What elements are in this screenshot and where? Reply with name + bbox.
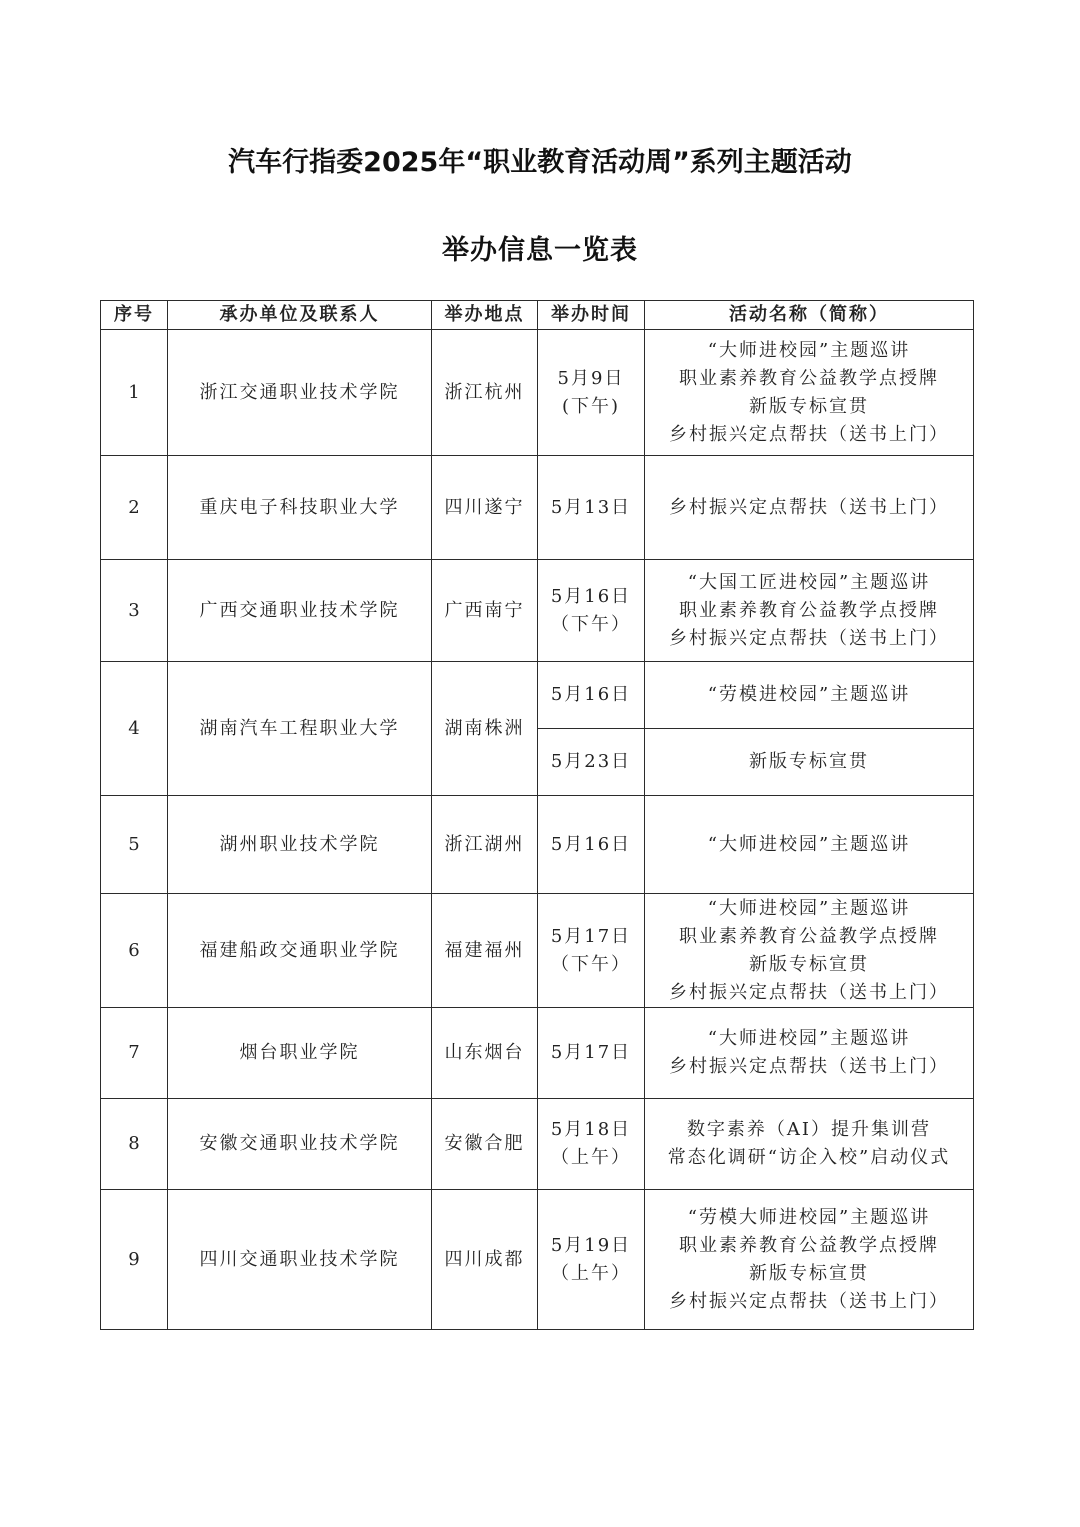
activity-line: “劳模大师进校园”主题巡讲 (687, 1206, 931, 1228)
org-name: 湖州职业技术学院 (168, 796, 432, 894)
org-name: 烟台职业学院 (168, 1008, 432, 1099)
activity-line: 新版专标宣贯 (749, 395, 869, 417)
row-number: 3 (101, 560, 168, 662)
row-number: 2 (101, 456, 168, 560)
event-time (538, 560, 645, 662)
header-no: 序号 (101, 301, 168, 330)
table-row (101, 1008, 974, 1099)
activity-line: 新版专标宣贯 (749, 751, 869, 772)
activity-line: 职业素养教育公益教学点授牌 (679, 599, 939, 621)
event-time (538, 1008, 645, 1099)
row-number: 1 (101, 330, 168, 456)
row-number: 7 (101, 1008, 168, 1099)
venue: 山东烟台 (432, 1008, 538, 1099)
org-name: 广西交通职业技术学院 (168, 560, 432, 662)
header-activity: 活动名称（简称） (645, 301, 974, 330)
activity-line: 职业素养教育公益教学点授牌 (679, 1234, 939, 1256)
document-title: 汽车行指委2025年“职业教育活动周”系列主题活动 (228, 147, 852, 178)
org-name: 福建船政交通职业学院 (168, 894, 432, 1008)
time-line: 5月9日 (557, 367, 625, 389)
venue: 湖南株洲 (432, 662, 538, 796)
activity-list (645, 729, 974, 796)
activity-list (645, 796, 974, 894)
time-line: （下午） (551, 613, 631, 635)
table-row (101, 456, 974, 560)
header-place: 举办地点 (432, 301, 538, 330)
table-row (101, 894, 974, 1008)
time-line: 5月13日 (550, 496, 632, 518)
activity-line: 数字素养（AI）提升集训营 (686, 1119, 932, 1140)
event-time (538, 330, 645, 456)
time-line: 5月23日 (550, 751, 632, 772)
event-time (538, 662, 645, 729)
activity-list (645, 1099, 974, 1190)
activity-table (100, 300, 974, 1330)
activity-line: “大师进校园”主题巡讲 (707, 339, 911, 361)
venue: 安徽合肥 (432, 1099, 538, 1190)
activity-line: “大师进校园”主题巡讲 (707, 833, 911, 855)
activity-line: “大师进校园”主题巡讲 (707, 1028, 911, 1049)
event-time (538, 894, 645, 1008)
activity-line: 乡村振兴定点帮扶（送书上门） (669, 627, 949, 649)
activity-list (645, 456, 974, 560)
row-number: 8 (101, 1099, 168, 1190)
org-name: 四川交通职业技术学院 (168, 1190, 432, 1330)
time-line: （下午） (551, 953, 631, 975)
activity-list (645, 662, 974, 729)
activity-line: 职业素养教育公益教学点授牌 (679, 367, 939, 389)
table-row (101, 560, 974, 662)
row-number: 6 (101, 894, 168, 1008)
time-line: （上午） (551, 1262, 631, 1284)
row-number: 4 (101, 662, 168, 796)
time-line: （上午） (551, 1147, 631, 1168)
activity-list (645, 1008, 974, 1099)
row-number: 9 (101, 1190, 168, 1330)
table-row (101, 796, 974, 894)
org-name: 安徽交通职业技术学院 (168, 1099, 432, 1190)
activity-list (645, 330, 974, 456)
venue: 广西南宁 (432, 560, 538, 662)
venue: 四川遂宁 (432, 456, 538, 560)
activity-list (645, 560, 974, 662)
table-row (101, 662, 974, 729)
table-row (101, 1190, 974, 1330)
header-org: 承办单位及联系人 (168, 301, 432, 330)
row-number: 5 (101, 796, 168, 894)
activity-line: 乡村振兴定点帮扶（送书上门） (669, 1056, 949, 1077)
event-time (538, 1190, 645, 1330)
activity-line: “大师进校园”主题巡讲 (707, 897, 911, 919)
event-time (538, 796, 645, 894)
venue: 浙江杭州 (432, 330, 538, 456)
org-name: 浙江交通职业技术学院 (168, 330, 432, 456)
table-header-row (101, 301, 974, 330)
activity-line: 乡村振兴定点帮扶（送书上门） (669, 423, 949, 445)
time-line: 5月18日 (550, 1119, 632, 1140)
venue: 四川成都 (432, 1190, 538, 1330)
activity-line: 新版专标宣贯 (749, 953, 869, 975)
activity-line: 常态化调研“访企入校”启动仪式 (667, 1147, 951, 1168)
time-line: 5月17日 (550, 1042, 632, 1063)
activity-line: 乡村振兴定点帮扶（送书上门） (669, 496, 949, 518)
time-line: 5月17日 (550, 925, 632, 947)
activity-list (645, 1190, 974, 1330)
table-row (101, 1099, 974, 1190)
venue: 福建福州 (432, 894, 538, 1008)
activity-line: 乡村振兴定点帮扶（送书上门） (669, 1290, 949, 1312)
header-time: 举办时间 (538, 301, 645, 330)
time-line: 5月16日 (550, 684, 632, 705)
venue: 浙江湖州 (432, 796, 538, 894)
event-time (538, 729, 645, 796)
activity-line: 职业素养教育公益教学点授牌 (679, 925, 939, 947)
activity-line: “劳模进校园”主题巡讲 (707, 684, 911, 705)
activity-list (645, 894, 974, 1008)
event-time (538, 456, 645, 560)
time-line: (下午) (561, 395, 621, 417)
table-row (101, 330, 974, 456)
time-line: 5月16日 (550, 585, 632, 607)
time-line: 5月19日 (550, 1234, 632, 1256)
document-subtitle: 举办信息一览表 (442, 235, 638, 266)
org-name: 重庆电子科技职业大学 (168, 456, 432, 560)
activity-line: 新版专标宣贯 (749, 1262, 869, 1284)
org-name: 湖南汽车工程职业大学 (168, 662, 432, 796)
activity-line: “大国工匠进校园”主题巡讲 (687, 571, 931, 593)
time-line: 5月16日 (550, 833, 632, 855)
event-time (538, 1099, 645, 1190)
activity-line: 乡村振兴定点帮扶（送书上门） (669, 981, 949, 1003)
